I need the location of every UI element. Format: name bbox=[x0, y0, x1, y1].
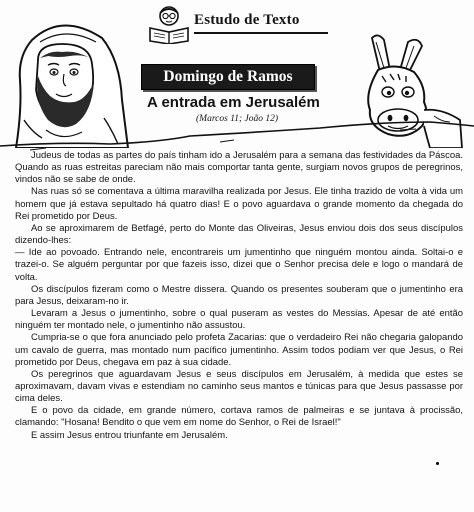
title-underline bbox=[194, 32, 328, 34]
story-paragraph: E assim Jesus entrou triunfante em Jerusalém. bbox=[31, 429, 228, 441]
road-line bbox=[0, 112, 474, 152]
story-dialog: — Ide ao povoado. Entrando nele, encontrareis um jumentinho que ninguém montou ainda. Soltai-o e trazei-o. Se alguém perguntar por que fazeis isso, dizei que o Senhor precisa dele e logo o mandará de volta. bbox=[15, 247, 463, 283]
story-paragraph: Os discípulos fizeram como o Mestre dissera. Quando os presentes souberam que o jumentinho era para Jesus, deixaram-no ir. bbox=[15, 283, 463, 307]
story-text bbox=[15, 150, 463, 442]
section-title: Estudo de Texto bbox=[194, 12, 300, 28]
story-paragraph: Judeus de todas as partes do país tinham ido a Jerusalém para a semana das festividades da Páscoa. Quando as ruas estreitas pareciam não mais comportar tanta gente, surgiam novos grupos de peregrinos, vindos não se sabe de onde. bbox=[15, 150, 463, 186]
banner-title: Domingo de Ramos bbox=[141, 64, 315, 90]
story-paragraph: Ao se aproximarem de Betfagé, perto do Monte das Oliveiras, Jesus enviou dois dos seus discípulos dizendo-lhes: bbox=[15, 222, 463, 247]
story-paragraph: Levaram a Jesus o jumentinho, sobre o qual puseram as vestes do Messias. Apesar de até então ninguém ter montado nele, o jumentinho não assustou. bbox=[15, 308, 463, 332]
page-subtitle: A entrada em Jerusalém bbox=[147, 94, 320, 111]
ink-dot bbox=[436, 462, 439, 465]
story-paragraph: E o povo da cidade, em grande número, cortava ramos de palmeiras e se juntava à procissão, clamando: "Hosana! Bendito o que vem em nome do Senhor, o Rei de Israel!" bbox=[15, 405, 463, 429]
story-paragraph: Cumpria-se o que fora anunciado pelo profeta Zacarias: que o verdadeiro Rei não chegaria galopando um cavalo de guerra, mas montado num pacífico jumentinho. Assim todos podiam ver que Jesus, o Rei prometido por Deus, chegava em paz à sua cidade. bbox=[15, 332, 463, 368]
story-paragraph: Os peregrinos que aguardavam Jesus e seus discípulos em Jerusalém, à medida que estes se aproximavam, davam vivas e estendiam no caminho seus mantos e túnicas para que Jesus passasse por cima deles. bbox=[15, 368, 463, 405]
scripture-reference: (Marcos 11; João 12) bbox=[196, 114, 279, 124]
story-paragraph: Nas ruas só se comentava a última maravilha realizada por Jesus. Ele tinha trazido de volta à vida um homem que já estava sepultado há quatro dias! E o povo aguardava o grande momento da chegada do Rei prometido por Deus. bbox=[15, 186, 463, 222]
